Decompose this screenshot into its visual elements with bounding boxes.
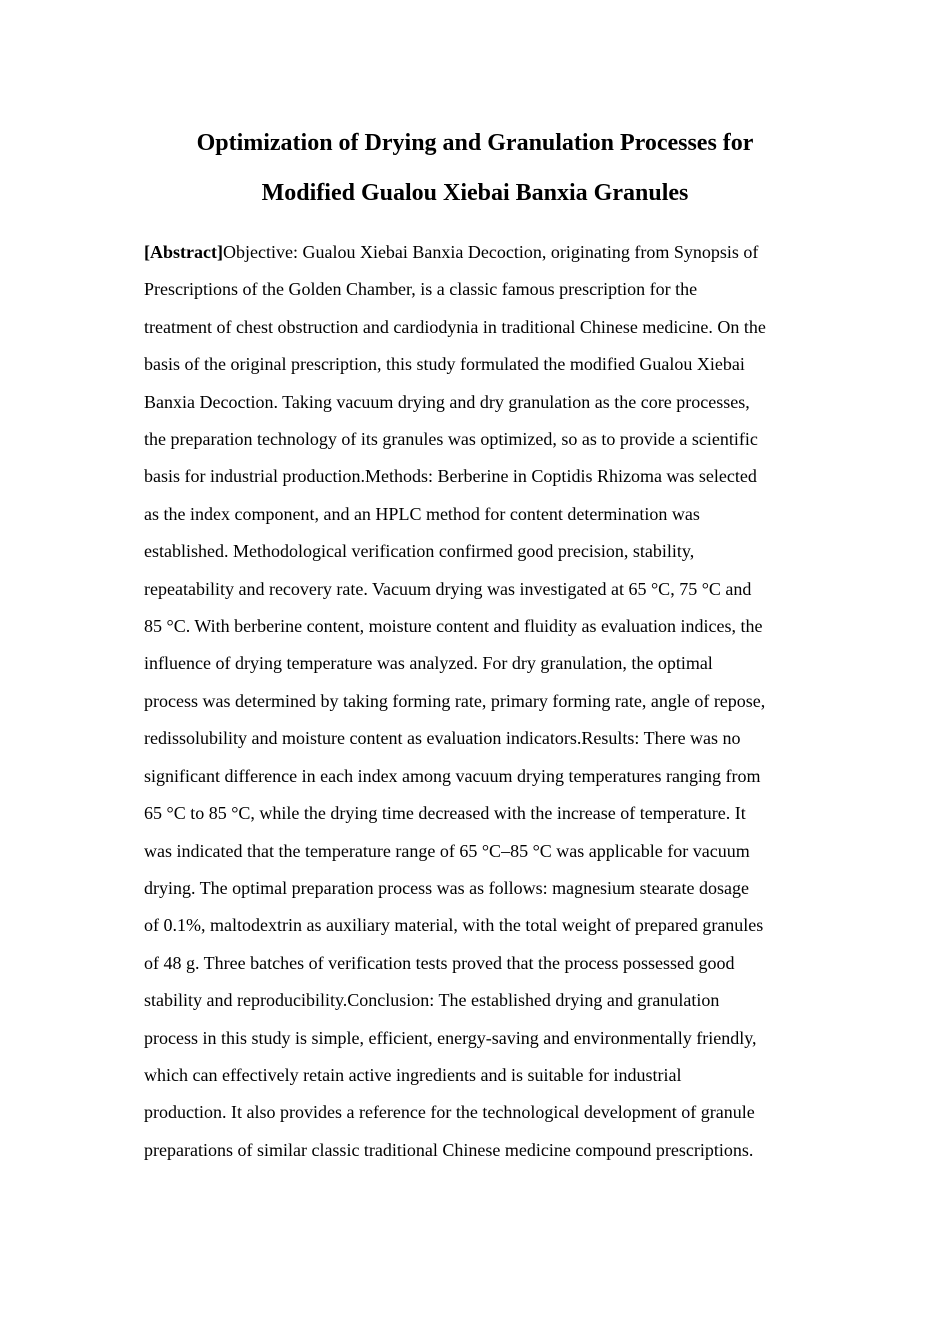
abstract-line: which can effectively retain active ingredients and is suitable for industrial	[144, 1064, 682, 1085]
abstract-line: repeatability and recovery rate. Vacuum drying was investigated at 65 °C, 75 °C and	[144, 578, 752, 599]
abstract-line: treatment of chest obstruction and cardiodynia in traditional Chinese medicine. On the	[144, 316, 766, 337]
abstract-line: Prescriptions of the Golden Chamber, is a classic famous prescription for the	[144, 279, 698, 300]
abstract-line: preparations of similar classic traditional Chinese medicine compound prescriptions.	[144, 1139, 754, 1160]
abstract-line: significant difference in each index among vacuum drying temperatures ranging from	[144, 765, 761, 786]
abstract-line: of 48 g. Three batches of verification tests proved that the process possessed good	[144, 952, 735, 973]
abstract-line: process in this study is simple, efficient, energy-saving and environmentally friendly,	[144, 1027, 757, 1048]
abstract-line: the preparation technology of its granules was optimized, so as to provide a scientific	[144, 429, 758, 450]
abstract-paragraph	[144, 234, 808, 1169]
abstract-line: basis for industrial production.Methods: Berberine in Coptidis Rhizoma was selected	[144, 466, 757, 487]
abstract-line: was indicated that the temperature range of 65 °C–85 °C was applicable for vacuum	[144, 840, 750, 861]
paper-title-line-2: Modified Gualou Xiebai Banxia Granules	[261, 180, 689, 206]
abstract-line: drying. The optimal preparation process was as follows: magnesium stearate dosage	[144, 877, 750, 898]
abstract-line: process was determined by taking forming rate, primary forming rate, angle of repose,	[144, 690, 766, 711]
abstract-label: [Abstract]	[144, 242, 223, 262]
abstract-line: Banxia Decoction. Taking vacuum drying and dry granulation as the core processes,	[144, 391, 750, 412]
abstract-line: redissolubility and moisture content as evaluation indicators.Results: There was no	[144, 728, 741, 749]
abstract-line: Objective: Gualou Xiebai Banxia Decoction, originating from Synopsis of	[222, 242, 759, 262]
abstract-line: established. Methodological verification confirmed good precision, stability,	[144, 541, 695, 562]
abstract-line: 65 °C to 85 °C, while the drying time decreased with the increase of temperature. It	[144, 803, 746, 824]
abstract-line: stability and reproducibility.Conclusion: The established drying and granulation	[144, 990, 720, 1011]
abstract-line: 85 °C. With berberine content, moisture content and fluidity as evaluation indices, the	[144, 616, 763, 637]
abstract-line: as the index component, and an HPLC method for content determination was	[144, 503, 700, 524]
abstract-line: of 0.1%, maltodextrin as auxiliary material, with the total weight of prepared granules	[144, 915, 764, 936]
paper-title-line-1: Optimization of Drying and Granulation Processes for	[196, 130, 754, 156]
paper-title	[100, 118, 850, 218]
abstract-line: influence of drying temperature was analyzed. For dry granulation, the optimal	[144, 653, 713, 674]
abstract-line: production. It also provides a reference for the technological development of granule	[144, 1102, 755, 1123]
abstract-line: basis of the original prescription, this study formulated the modified Gualou Xiebai	[144, 354, 745, 375]
